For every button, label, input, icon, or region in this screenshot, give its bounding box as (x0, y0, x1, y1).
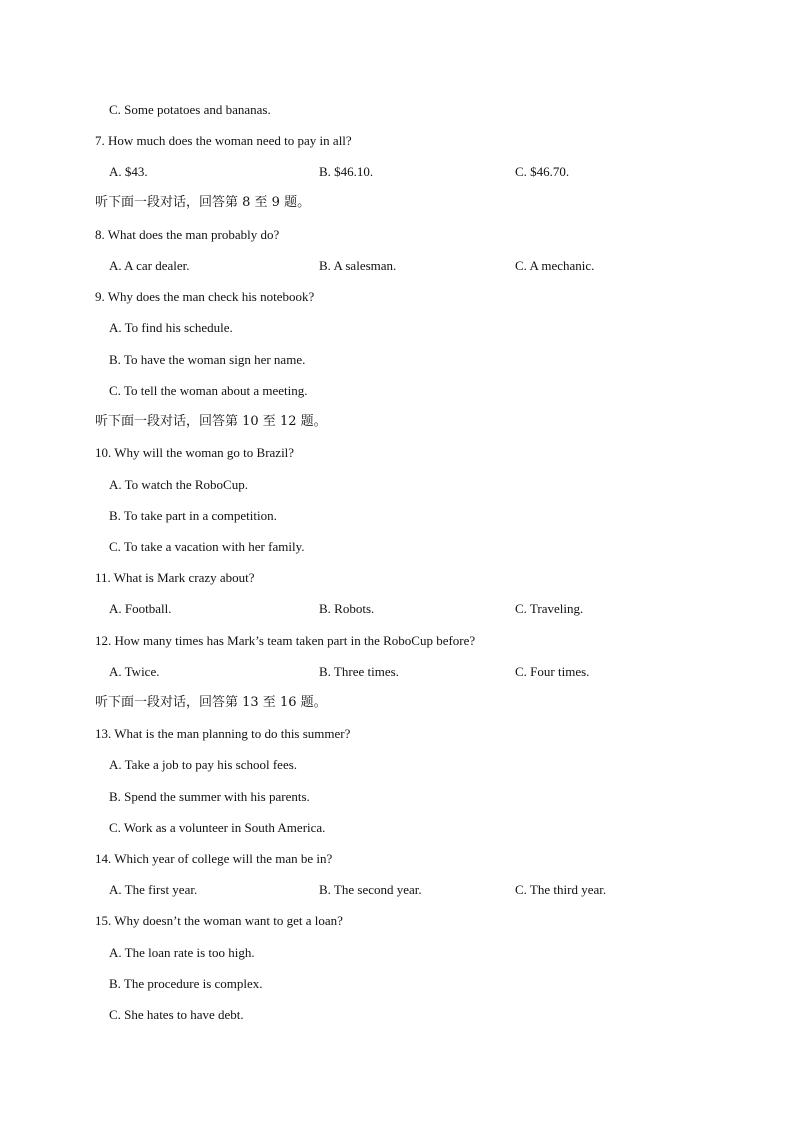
options-q14 (0, 880, 794, 900)
option-q15-c: C. She hates to have debt. (109, 1007, 244, 1022)
section-header-8-9: 听下面一段对话，回答第 8 至 9 题。 (95, 195, 311, 210)
question-7: 7. How much does the woman need to pay in all? (95, 133, 352, 148)
option-q9-c: C. To tell the woman about a meeting. (109, 383, 308, 398)
option-q9-b: B. To have the woman sign her name. (109, 352, 306, 367)
question-14: 14. Which year of college will the man be in? (95, 851, 333, 866)
option-q12-b: B. Three times. (319, 664, 399, 679)
option-q14-a: A. The first year. (109, 882, 198, 897)
option-q13-b: B. Spend the summer with his parents. (109, 789, 310, 804)
option-q12-c: C. Four times. (515, 664, 590, 679)
question-15: 15. Why doesn’t the woman want to get a loan? (95, 913, 343, 928)
option-q7-b: B. $46.10. (319, 164, 374, 179)
option-q11-c: C. Traveling. (515, 601, 584, 616)
options-q11 (0, 599, 794, 619)
option-q13-a: A. Take a job to pay his school fees. (109, 757, 298, 772)
option-q8-c: C. A mechanic. (515, 258, 595, 273)
options-q7 (0, 162, 794, 182)
question-8: 8. What does the man probably do? (95, 227, 280, 242)
option-q14-c: C. The third year. (515, 882, 607, 897)
question-10: 10. Why will the woman go to Brazil? (95, 445, 295, 460)
question-11: 11. What is Mark crazy about? (95, 570, 255, 585)
option-q10-c: C. To take a vacation with her family. (109, 539, 305, 554)
option-q11-a: A. Football. (109, 601, 172, 616)
section-header-10-12: 听下面一段对话，回答第 10 至 12 题。 (95, 414, 327, 429)
option-q8-b: B. A salesman. (319, 258, 397, 273)
option-q10-b: B. To take part in a competition. (109, 508, 277, 523)
option-q12-a: A. Twice. (109, 664, 160, 679)
section-header-13-16: 听下面一段对话，回答第 13 至 16 题。 (95, 695, 327, 710)
option-q15-a: A. The loan rate is too high. (109, 945, 255, 960)
option-q10-a: A. To watch the RoboCup. (109, 477, 248, 492)
option-q13-c: C. Work as a volunteer in South America. (109, 820, 326, 835)
options-q12 (0, 662, 794, 682)
option-q8-a: A. A car dealer. (109, 258, 190, 273)
option-q7-c: C. $46.70. (515, 164, 570, 179)
option-q9-a: A. To find his schedule. (109, 320, 233, 335)
options-q8 (0, 256, 794, 276)
option-q14-b: B. The second year. (319, 882, 422, 897)
question-13: 13. What is the man planning to do this summer? (95, 726, 351, 741)
option-q11-b: B. Robots. (319, 601, 375, 616)
option-q15-b: B. The procedure is complex. (109, 976, 263, 991)
option-q6-c: C. Some potatoes and bananas. (109, 102, 271, 117)
question-9: 9. Why does the man check his notebook? (95, 289, 315, 304)
question-12: 12. How many times has Mark’s team taken part in the RoboCup before? (95, 633, 476, 648)
option-q7-a: A. $43. (109, 164, 148, 179)
